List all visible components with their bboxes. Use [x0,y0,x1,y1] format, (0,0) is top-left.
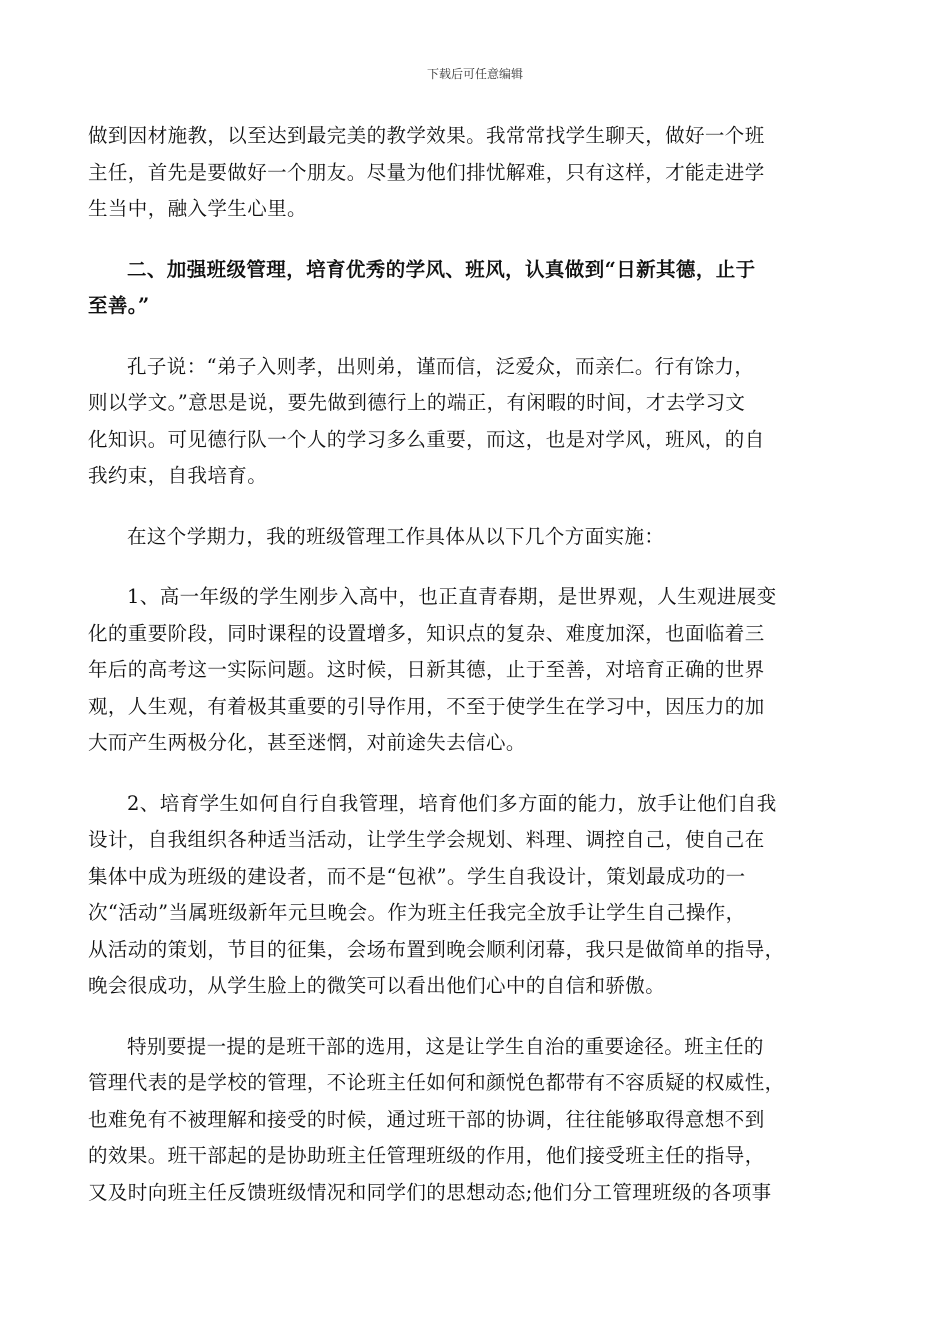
text-line: 在这个学期力，我的班级管理工作具体从以下几个方面实施： [127,524,665,548]
text-line: 主任，首先是要做好一个朋友。尽量为他们排忧解难，只有这样，才能走进学 [88,160,765,184]
text-line: 次“活动”当属班级新年元旦晚会。作为班主任我完全放手让学生自己操作， [88,901,746,924]
document-body [88,118,863,1211]
text-line: 特别要提一提的是班干部的选用，这是让学生自治的重要途径。班主任的 [127,1034,764,1058]
text-line: 晚会很成功，从学生脸上的微笑可以看出他们心中的自信和骄傲。 [88,974,666,997]
text-line: 化知识。可见德行队一个人的学习多么重要，而这，也是对学风，班风，的自 [88,427,765,451]
text-line: 做到因材施教，以至达到最完美的教学效果。我常常找学生聊天，做好一个班 [88,124,765,147]
text-line: 观，人生观，有着极其重要的引导作用，不至于使学生在学习中，因压力的加 [88,694,765,718]
text-line: 也难免有不被理解和接受的时候，通过班干部的协调，往往能够取得意想不到 [88,1107,765,1131]
text-line: 孔子说：“弟子入则孝，出则弟，谨而信，泛爱众，而亲仁。行有馀力， [127,354,755,378]
text-line: 1、高一年级的学生刚步入高中，也正直青春期，是世界观，人生观进展变 [127,585,777,608]
text-line: 设计，自我组织各种适当活动，让学生学会规划、料理、调控自己，使自己在 [88,828,765,851]
text-line: 则以学文。”意思是说，要先做到德行上的端正，有闲暇的时间，才去学习文 [88,391,746,414]
text-line: 大而产生两极分化，甚至迷惘，对前途失去信心。 [88,731,526,754]
paragraph [88,118,863,228]
paragraph [88,579,863,762]
text-line: 年后的高考这一实际问题。这时候，日新其德，止于至善，对培育正确的世界 [88,658,765,681]
paragraph [88,349,863,495]
text-line: 化的重要阶段，同时课程的设置增多，知识点的复杂、难度加深，也面临着三 [88,621,765,645]
section-heading [88,252,863,325]
paragraph [88,786,863,1005]
text-line: 至善。” [88,294,150,317]
text-line: 二、加强班级管理，培育优秀的学风、班风，认真做到“日新其德，止于 [127,257,756,281]
text-line: 又及时向班主任反馈班级情况和同学们的思想动态;他们分工管理班级的各项事 [88,1180,772,1204]
text-line: 集体中成为班级的建设者，而不是“包袱”。学生自我设计，策划最成功的一 [88,864,746,888]
text-line: 生当中，融入学生心里。 [88,197,307,220]
paragraph [88,519,863,556]
text-line: 管理代表的是学校的管理，不论班主任如何和颜悦色都带有不容质疑的权威性， [88,1071,785,1094]
text-line: 我约束，自我培育。 [88,464,268,487]
text-line: 的效果。班干部起的是协助班主任管理班级的作用，他们接受班主任的指导， [88,1144,765,1167]
page-header: 下载后可任意编辑 [426,67,523,81]
paragraph [88,1029,863,1212]
text-line: 2、培育学生如何自行自我管理，培育他们多方面的能力，放手让他们自我 [127,791,777,815]
text-line: 从活动的策划，节目的征集，会场布置到晚会顺利闭幕，我只是做简单的指导， [88,937,785,961]
